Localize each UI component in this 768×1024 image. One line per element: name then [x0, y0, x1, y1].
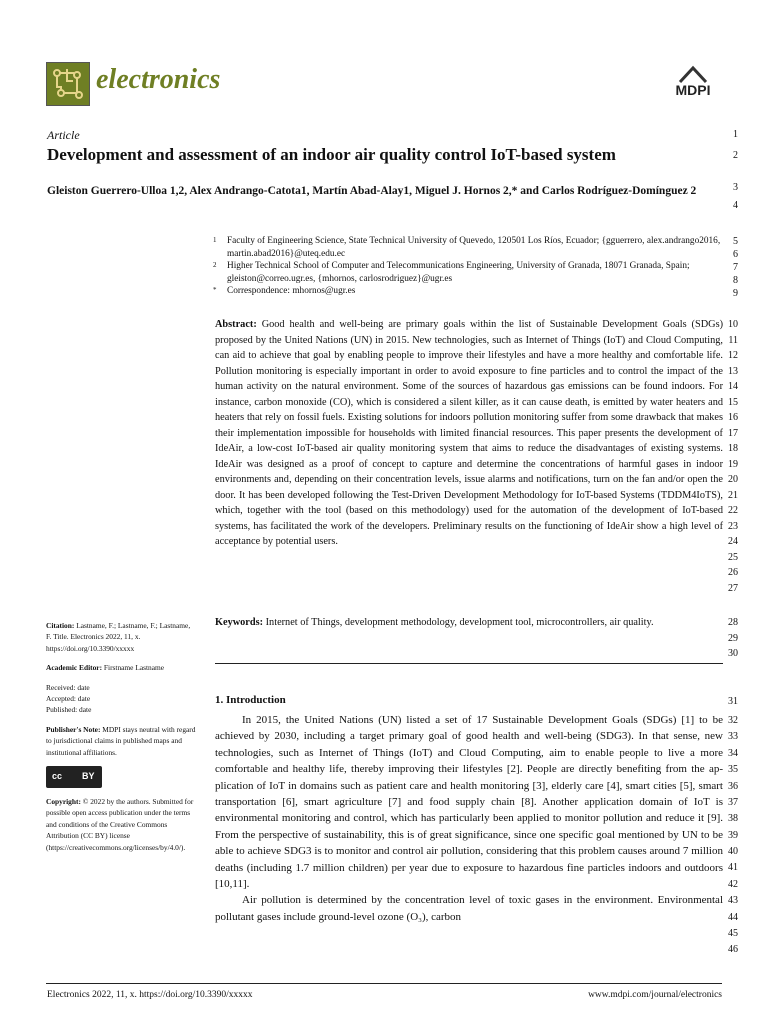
affiliations — [213, 235, 728, 298]
line-number: 23 — [728, 521, 738, 532]
line-number: 6 — [733, 249, 738, 260]
publisher-note: Publisher's Note: MDPI stays neutral with regard to jurisdictional claims in published maps and institutional affiliations. — [46, 724, 196, 757]
intro-paragraph-1: In 2015, the United Nations (UN) listed a set of 17 Sustainable Development Goals (SDGs) [1] to be achieved by 2030, including a target primary goal of good health and well-being (SDG3). In that sense, new technologies, such as Internet of Things (IoT) and Cloud Computing, aim to enable people to live a more comfortable and healthy life, thereby improving their lifestyles [2]. People are directly benefiting from the ap-plication of IoT in domains such as patient care and health monitoring [3], elderly care [4], smart cities [5], smart transportation [6], smart agriculture [7] and food supply chain [8]. Another application domain of IoT is environmental monitoring and control, which has particularly been applied to monitor pollution and reduce it [9]. From the perspective of sustainability, this is of great significance, since one specific goal mentioned by UN to be able to achieve SDG3 is to monitor and control air pollution, considering that this problem causes around 7 million deaths (including 1.7 million children) per year due to exposure to hazardous fine particles indoors and outdoors [10,11]. — [215, 714, 723, 891]
introduction-body — [215, 712, 723, 925]
sidebar-info — [46, 620, 196, 861]
line-number: 15 — [728, 397, 738, 408]
line-number: 43 — [728, 895, 738, 906]
line-number: 27 — [728, 583, 738, 594]
line-number: 7 — [733, 262, 738, 273]
line-number: 41 — [728, 862, 738, 873]
affiliation-2: 2 Higher Technical School of Computer and Telecommunications Engineering, University of Granada, 18071 Granada, Spain; gleiston@correo.ugr.es, {mhornos, carlosrodriguez}@ugr.es — [213, 261, 690, 284]
line-number: 28 — [728, 617, 738, 628]
line-number: 35 — [728, 764, 738, 775]
keywords-text: Internet of Things, development methodology, development tool, microcontrollers, air quality. — [265, 617, 654, 628]
line-number: 3 — [733, 182, 738, 193]
line-number: 34 — [728, 748, 738, 759]
affiliation-1: 1 Faculty of Engineering Science, State Technical University of Quevedo, 120501 Los Ríos, Ecuador; {gguerrero, alex.andrango2016, martin.abad2016}@uteq.edu.ec — [213, 236, 721, 259]
line-number: 8 — [733, 275, 738, 286]
line-number: 39 — [728, 830, 738, 841]
footer-citation: Electronics 2022, 11, x. https://doi.org/10.3390/xxxxx — [47, 990, 253, 1000]
cc-by-license-icon: cc BY — [46, 766, 102, 788]
accepted-date: Accepted: date — [46, 694, 91, 704]
line-number: 46 — [728, 944, 738, 955]
citation-block: Citation: Lastname, F.; Lastname, F.; Lastname, F. Title. Electronics 2022, 11, x. https://doi.org/10.3390/xxxxx — [46, 621, 191, 653]
abstract-text: Good health and well-being are primary goals within the list of Sustainable Development Goals (SDGs) proposed by the United Nations (UN) in 2015. New technologies, such as Internet of Things (IoT) and Cloud Computing, can aid to achieve that goal by enabling people to improve their lifestyles and have a more healthy and comfortable life. Pollution monitoring is especially important in order to avoid exposure to fine particles and to control the impact of the human activity on the natural environment. Some of the sources of hazardous gas emissions can be found indoors. For instance, carbon monoxide (CO), which is considered a silent killer, as it can cause death, is emitted by water heaters and heaters that rely on fossil fuels. Existing solutions for indoors pollution monitoring suffer from some drawback that makes their implementation impossible for households with limited financial resources. This paper presents the development of IdeAir, a low-cost IoT-based air quality monitoring system that aims to reduce the disadvantages of existing systems. IdeAir was designed as a proof of concept to capture and determine the concentrations of harmful gases in indoor environments and, depending on their concentration levels, issue alarms and notifications, turn on the fan and/or open the door. It has been developed following the Test-Driven Development Methodology for IoT-based Systems (TDDM4IoTS), which, together with the tool (based on this methodology) used for the automation of the development of IoT-based systems, has facilitated the work of the developers. Preliminary results on the functioning of IdeAir show a high level of acceptance by potential users. — [215, 319, 724, 547]
line-number: 30 — [728, 648, 738, 659]
academic-editor: Academic Editor: Firstname Lastname — [46, 663, 165, 673]
line-number: 21 — [728, 490, 738, 501]
line-number: 20 — [728, 474, 738, 485]
line-number: 29 — [728, 633, 738, 644]
line-number: 45 — [728, 928, 738, 939]
line-number: 16 — [728, 412, 738, 423]
received-date: Received: date — [46, 682, 90, 692]
line-number: 25 — [728, 552, 738, 563]
line-number: 12 — [728, 350, 738, 361]
line-number: 18 — [728, 443, 738, 454]
correspondence: * Correspondence: mhornos@ugr.es — [213, 286, 356, 297]
keywords-label: Keywords: — [215, 617, 264, 628]
line-number: 14 — [728, 381, 738, 392]
line-number: 22 — [728, 505, 738, 516]
line-number: 26 — [728, 567, 738, 578]
line-number: 31 — [728, 696, 738, 707]
line-number: 40 — [728, 846, 738, 857]
line-number: 2 — [733, 150, 738, 161]
mdpi-logo-icon — [666, 64, 720, 106]
line-number: 32 — [728, 715, 738, 726]
line-number: 44 — [728, 912, 738, 923]
article-type: Article — [47, 128, 80, 142]
section-divider — [215, 663, 723, 664]
intro-paragraph-2: Air pollution is determined by the concentration level of toxic gases in the environment. Environmental pollutant gases include ground-level ozone (O₃), carbon — [215, 894, 723, 923]
line-number: 24 — [728, 536, 738, 547]
line-number: 33 — [728, 731, 738, 742]
line-number: 37 — [728, 797, 738, 808]
line-number: 1 — [733, 129, 738, 140]
copyright-notice: Copyright: © 2022 by the authors. Submitted for possible open access publication under the terms and conditions of the Creative Commons Attribution (CC BY) license (https://creativecommons.org/licenses/by/4.0/). — [46, 797, 194, 852]
line-number: 11 — [728, 335, 738, 346]
footer-journal-url: www.mdpi.com/journal/electronics — [588, 990, 722, 1000]
line-number: 38 — [728, 813, 738, 824]
line-number: 42 — [728, 879, 738, 890]
keywords — [215, 615, 723, 631]
line-number: 17 — [728, 428, 738, 439]
journal-logo-icon — [46, 62, 90, 106]
line-number: 5 — [733, 236, 738, 247]
line-number: 13 — [728, 366, 738, 377]
paper-title: Development and assessment of an indoor air quality control IoT-based system — [47, 145, 616, 164]
published-date: Published: date — [46, 705, 92, 715]
abstract-label: Abstract: — [215, 319, 257, 330]
section-heading-introduction: 1. Introduction — [215, 694, 286, 706]
line-number: 36 — [728, 781, 738, 792]
line-number: 19 — [728, 459, 738, 470]
abstract — [215, 317, 723, 550]
publisher-name: MDPI — [675, 82, 711, 98]
journal-name: electronics — [96, 64, 221, 95]
line-number: 9 — [733, 288, 738, 299]
line-number: 10 — [728, 319, 738, 330]
line-number: 4 — [733, 200, 738, 211]
footer-divider — [46, 983, 722, 984]
author-list: Gleiston Guerrero-Ulloa 1,2, Alex Andrango-Catota1, Martín Abad-Alay1, Miguel J. Hornos 2,* and Carlos Rodríguez-Domínguez 2 — [47, 185, 697, 197]
